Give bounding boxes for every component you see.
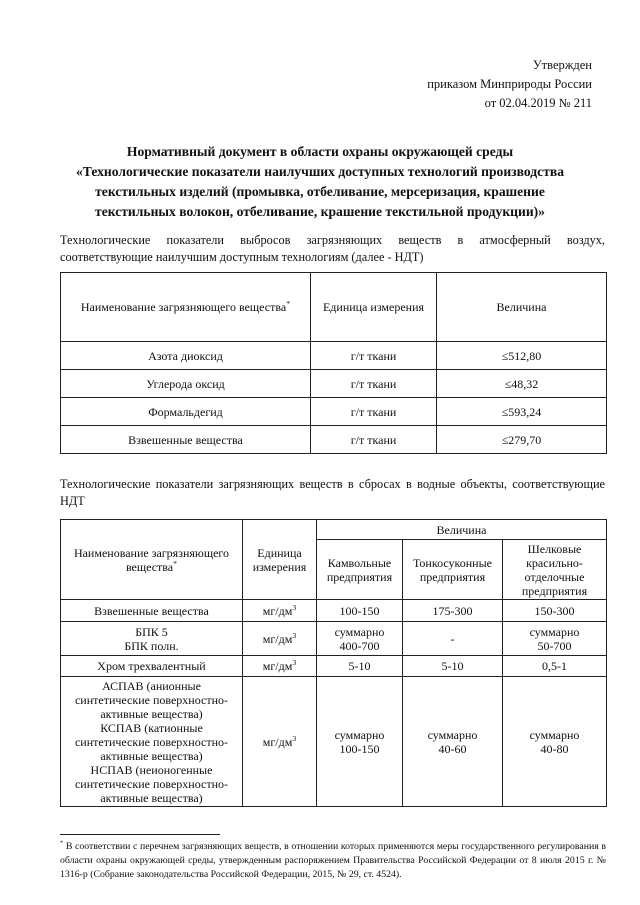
table-row	[61, 370, 607, 398]
table-row	[61, 342, 607, 370]
unit-cell: г/т ткани	[311, 426, 437, 454]
discharges-intro: Технологические показатели загрязняющих веществ в сбросах в водные объекты, соответствующие НДТ	[60, 477, 605, 508]
worsted-value: 100-150	[317, 600, 403, 622]
substance-name	[61, 677, 243, 807]
header-value: Величина	[437, 273, 607, 342]
footnote-marker: *	[286, 299, 291, 308]
worsted-value: суммарно 100-150	[317, 677, 403, 807]
table-row	[61, 600, 607, 622]
title-line-1: Нормативный документ в области охраны окружающей среды	[126, 144, 514, 159]
aspav-name: АСПАВ (анионные синтетические поверхностно-активные вещества)	[74, 678, 229, 721]
fine-cloth-value: суммарно 40-60	[403, 677, 503, 807]
table-row	[61, 656, 607, 677]
worsted-value: 5-10	[317, 656, 403, 677]
substance-name: Азота диоксид	[61, 342, 311, 370]
approval-line-2: приказом Минприроды России	[427, 77, 592, 91]
approval-line-1: Утвержден	[532, 58, 592, 72]
unit-cell: г/т ткани	[311, 370, 437, 398]
silk-value: суммарно 40-80	[503, 677, 607, 807]
substance-name: БПК 5 БПК полн.	[61, 622, 243, 656]
footnote-text: В соответствии с перечнем загрязняющих веществ, в отношении которых применяются меры государственного регулирования в области охраны окружающей среды, утвержденным распоряжением Правительства Российской Федерации от 8 июля 2015 г. № 1316-р (Собрание законодательства Российской Федерации, 2015, № 29, ст. 4524).	[60, 841, 607, 880]
value-cell: ≤512,80	[437, 342, 607, 370]
silk-value: суммарно 50-700	[503, 622, 607, 656]
approval-block	[427, 56, 592, 113]
silk-value: 0,5-1	[503, 656, 607, 677]
title-line-2: «Технологические показатели наилучших доступных технологий производства	[75, 164, 565, 179]
unit-cell: $мг/дм^3$	[243, 600, 317, 622]
substance-name: Углерода оксид	[61, 370, 311, 398]
table-row	[61, 398, 607, 426]
title-line-3: текстильных изделий (промывка, отбеливание, мерсеризация, крашение	[95, 184, 545, 199]
footnote	[60, 840, 606, 882]
emissions-table	[60, 272, 607, 454]
unit-cell: $мг/дм^3$	[243, 677, 317, 807]
substance-name: Взвешенные вещества	[61, 426, 311, 454]
unit-cell: г/т ткани	[311, 342, 437, 370]
header-unit: Единица измерения	[311, 273, 437, 342]
value-cell: ≤279,70	[437, 426, 607, 454]
header-unit: Единица измерения	[243, 520, 317, 600]
header-value-group: Величина	[317, 520, 607, 540]
table-row	[61, 677, 607, 807]
silk-value: 150-300	[503, 600, 607, 622]
approval-line-3: от 02.04.2019 № 211	[484, 96, 592, 110]
header-worsted: Камвольные предприятия	[317, 540, 403, 600]
substance-name: Взвешенные вещества	[61, 600, 243, 622]
substance-name: Хром трехвалентный	[61, 656, 243, 677]
fine-cloth-value: 5-10	[403, 656, 503, 677]
fine-cloth-value: -	[403, 622, 503, 656]
nspav-name: НСПАВ (неионогенные синтетические поверхностно-активные вещества)	[74, 762, 229, 805]
unit-cell: $мг/дм^3$	[243, 622, 317, 656]
document-title	[50, 142, 590, 222]
footnote-marker: *	[60, 839, 64, 847]
header-fine-cloth: Тонкосуконные предприятия	[403, 540, 503, 600]
footnote-marker: *	[173, 558, 178, 568]
title-line-4: текстильных волокон, отбеливание, крашение текстильной продукции)»	[95, 204, 545, 219]
header-silk: Шелковые красильно-отделочные предприятия	[503, 540, 607, 600]
value-cell: ≤593,24	[437, 398, 607, 426]
value-cell: ≤48,32	[437, 370, 607, 398]
header-substance-name: Наименование загрязняющего вещества*	[61, 273, 311, 342]
table-row	[61, 622, 607, 656]
discharges-table	[60, 519, 607, 807]
header-substance-name: Наименование загрязняющего вещества*	[61, 520, 243, 600]
unit-cell: $мг/дм^3$	[243, 656, 317, 677]
fine-cloth-value: 175-300	[403, 600, 503, 622]
substance-name: Формальдегид	[61, 398, 311, 426]
worsted-value: суммарно 400-700	[317, 622, 403, 656]
unit-cell: г/т ткани	[311, 398, 437, 426]
emissions-intro: Технологические показатели выбросов загрязняющих веществ в атмосферный воздух, соответствующие наилучшим доступным технологиям (далее - НДТ)	[60, 233, 605, 264]
table-row	[61, 426, 607, 454]
kspav-name: КСПАВ (катионные синтетические поверхностно-активные вещества)	[74, 720, 229, 763]
footnote-divider	[60, 834, 220, 835]
